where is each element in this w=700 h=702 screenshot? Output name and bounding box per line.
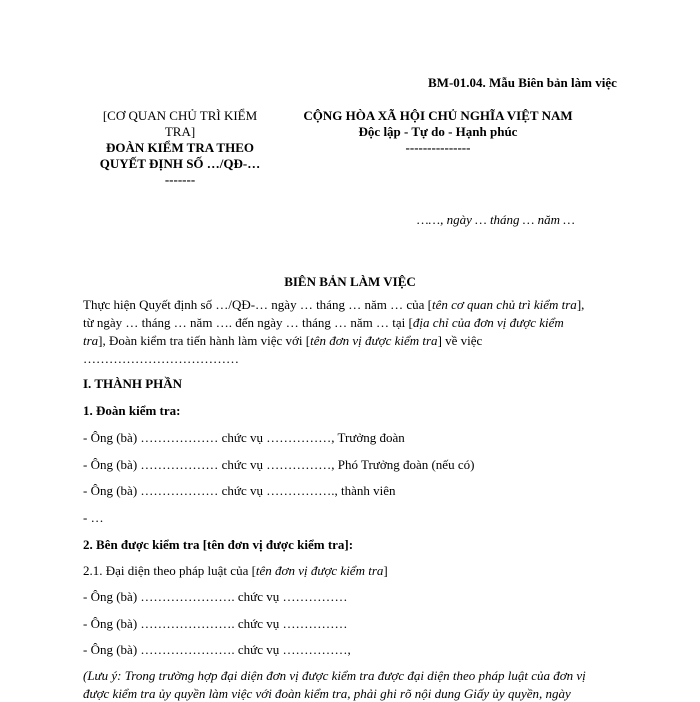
team-member-row: - Ông (bà) ……………… chức vụ ……………, Trưởng đoàn [83, 430, 405, 445]
intro-line2: từ ngày … tháng … năm …. đến ngày … tháng … năm … tại [địa chỉ của đơn vị được kiểm [83, 315, 564, 330]
team-name-line2: QUYẾT ĐỊNH SỐ …/QĐ-… [99, 156, 261, 171]
team-name-line1: ĐOÀN KIỂM TRA THEO [106, 140, 254, 155]
country-name: CỘNG HÒA XÃ HỘI CHỦ NGHĨA VIỆT NAM [303, 108, 573, 123]
legal-rep-row: - Ông (bà) …………………. chức vụ …………… [83, 616, 348, 631]
agency-name-line1: [CƠ QUAN CHỦ TRÌ KIỂM [102, 108, 258, 123]
note-line2: được kiểm tra ủy quyền làm việc với đoàn kiểm tra, phải ghi rõ nội dung Giấy ủy quyền, ngày [83, 686, 571, 701]
document-title: BIÊN BẢN LÀM VIỆC [284, 274, 416, 289]
team-member-row: - Ông (bà) ……………… chức vụ ……………, Phó Trưởng đoàn (nếu có) [83, 457, 475, 472]
subsection-1-heading: 1. Đoàn kiểm tra: [83, 403, 181, 418]
section-1-heading: I. THÀNH PHẦN [83, 376, 183, 391]
agency-header [85, 108, 275, 188]
national-motto: Độc lập - Tự do - Hạnh phúc [358, 124, 518, 139]
right-divider: --------------- [405, 140, 471, 155]
team-member-row: - Ông (bà) ……………… chức vụ ……………., thành viên [83, 483, 396, 498]
legal-rep-row: - Ông (bà) …………………. chức vụ …………… [83, 589, 348, 604]
left-divider: ------- [164, 172, 196, 187]
subsection-2-1-heading: 2.1. Đại diện theo pháp luật của [tên đơn vị được kiểm tra] [83, 563, 388, 578]
national-header [280, 108, 596, 156]
date-line: ……, ngày … tháng … năm … [417, 212, 575, 227]
note-line1: (Lưu ý: Trong trường hợp đại diện đơn vị được kiểm tra được đại diện theo pháp luật của đơn vị [83, 668, 586, 683]
form-code: BM-01.04. Mẫu Biên bản làm việc [428, 75, 617, 90]
team-member-row: - … [83, 510, 104, 525]
legal-rep-row: - Ông (bà) …………………. chức vụ ……………, [83, 642, 351, 657]
intro-line4: ……………………………… [83, 351, 239, 366]
agency-name-line2: TRA] [164, 124, 196, 139]
subsection-2-heading: 2. Bên được kiểm tra [tên đơn vị được kiểm tra]: [83, 537, 354, 552]
intro-line1: Thực hiện Quyết định số …/QĐ-… ngày … tháng … năm … của [tên cơ quan chủ trì kiểm tra], [83, 297, 585, 312]
intro-line3: tra], Đoàn kiểm tra tiến hành làm việc với [tên đơn vị được kiểm tra] về việc [83, 333, 483, 348]
